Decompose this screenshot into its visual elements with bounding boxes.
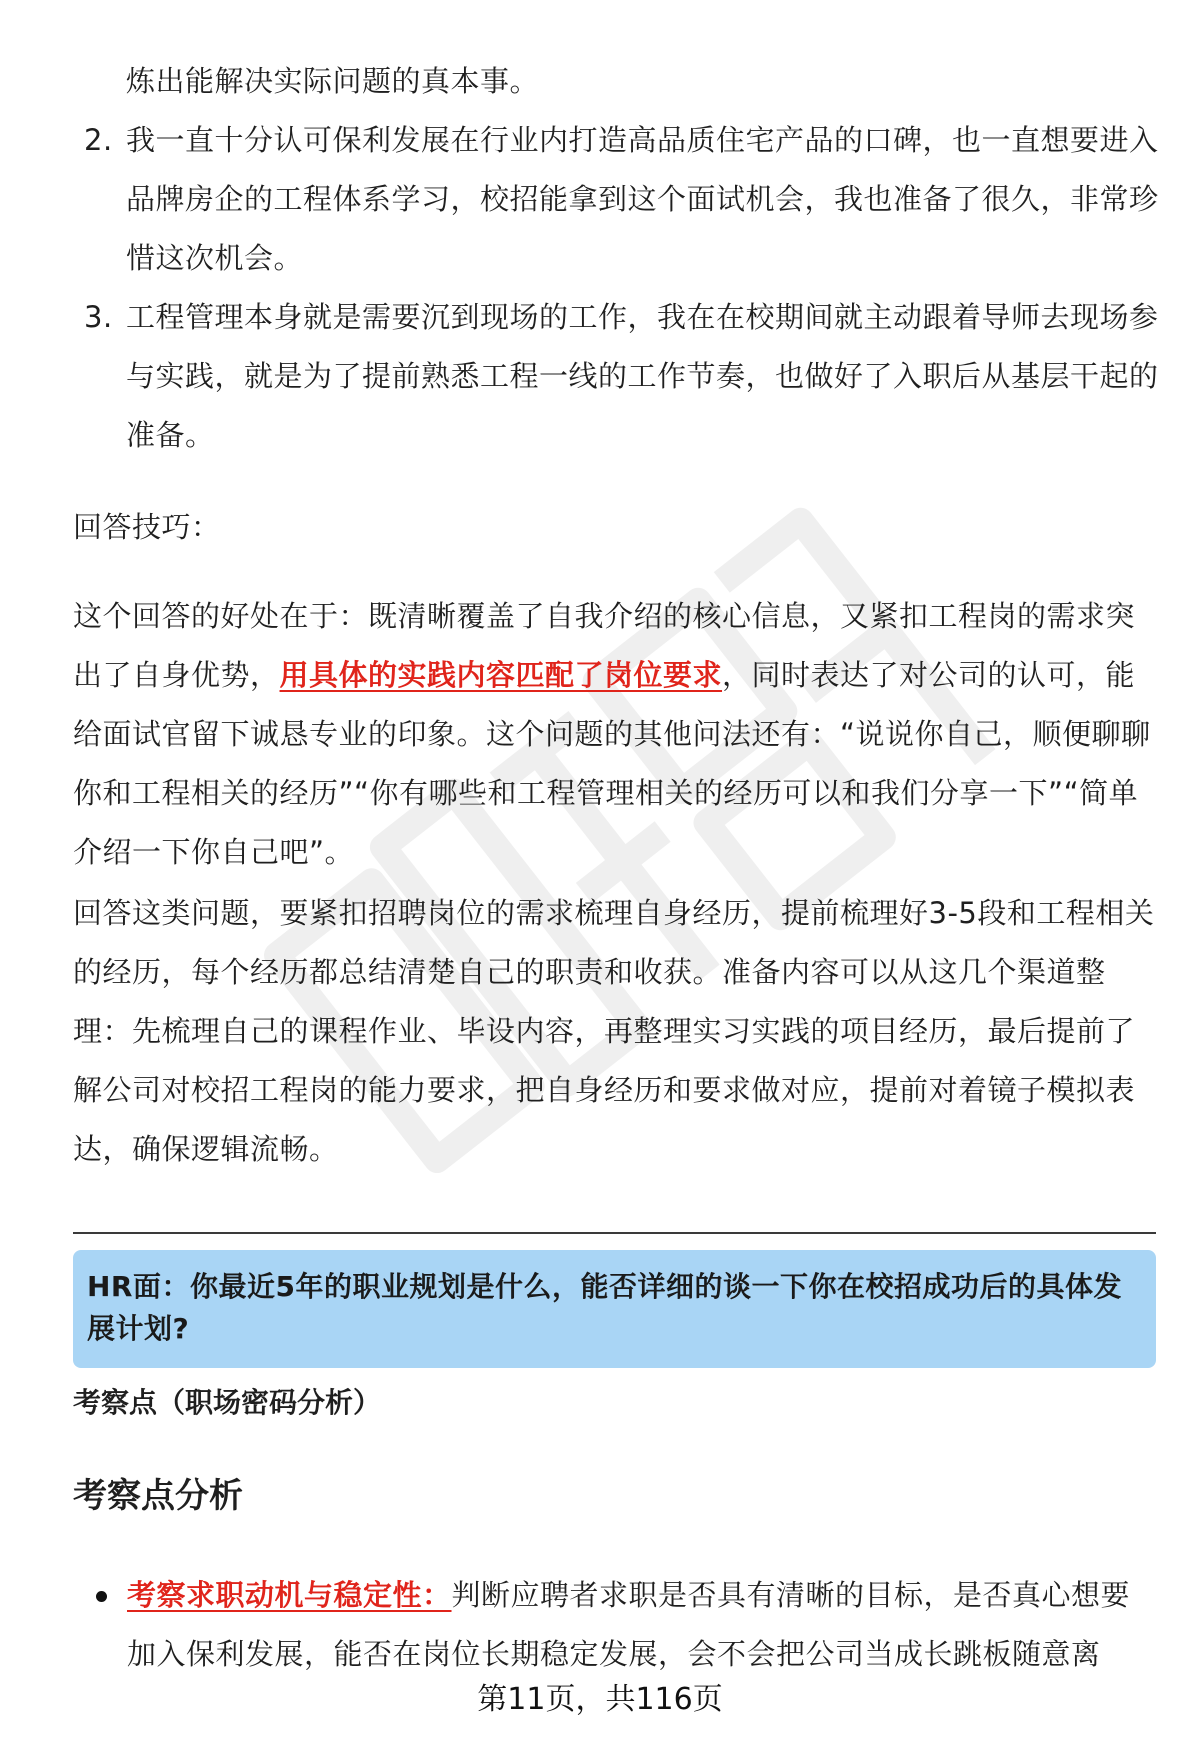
highlight-text: 用具体的实践内容匹配了岗位要求 — [279, 658, 723, 692]
hr-question: HR面：你最近5年的职业规划是什么，能否详细的谈一下你在校招成功后的具体发展计划? — [87, 1270, 1122, 1345]
page-number: 第11页，共116页 — [477, 1682, 723, 1717]
list-continuation: 炼出能解决实际问题的真本事。 — [126, 64, 540, 98]
list-item-text: 我一直十分认可保利发展在行业内打造高品质住宅产品的口碑，也一直想要进入品牌房企的工程体系学习，校招能拿到这个面试机会，我也准备了很久，非常珍惜这次机会。 — [126, 123, 1159, 275]
assessment-title: 考察点（职场密码分析） — [73, 1386, 382, 1419]
answer-tips-title: 回答技巧： — [73, 510, 221, 544]
list-item — [84, 288, 1164, 465]
list-item-text: 工程管理本身就是需要沉到现场的工作，我在在校期间就主动跟着导师去现场参与实践，就是为了提前熟悉工程一线的工作节奏，也做好了入职后从基层干起的准备。 — [126, 300, 1159, 452]
bullet-item — [96, 1566, 1156, 1684]
tips-text-after: ，同时表达了对公司的认可，能给面试官留下诚恳专业的印象。这个问题的其他问法还有：“说说你自己，顺便聊聊你和工程相关的经历”“你有哪些和工程管理相关的经历可以和我们分享一下”“简单介绍一下你自己吧”。 — [73, 658, 1151, 869]
hr-question-box — [73, 1250, 1156, 1368]
tips-paragraph — [73, 587, 1158, 882]
preparation-paragraph: 回答这类问题，要紧扣招聘岗位的需求梳理自身经历，提前梳理好3-5段和工程相关的经历，每个经历都总结清楚自己的职责和收获。准备内容可以从这几个渠道整理：先梳理自己的课程作业、毕设内容，再整理实习实践的项目经历，最后提前了解公司对校招工程岗的能力要求，把自身经历和要求做对应，提前对着镜子模拟表达，确保逻辑流畅。 — [73, 896, 1155, 1166]
numbered-list — [84, 111, 1164, 465]
list-item — [84, 111, 1164, 288]
bullet-highlight: 考察求职动机与稳定性： — [127, 1578, 452, 1612]
tips-text-before: 这个回答的好处在于：既清晰覆盖了自我介绍的核心信息，又紧扣工程岗的需求突出了自身优势， — [73, 599, 1136, 692]
assessment-heading: 考察点分析 — [73, 1476, 243, 1516]
list-number: 2. — [84, 123, 113, 157]
list-number: 3. — [84, 300, 113, 334]
section-divider — [73, 1232, 1156, 1234]
bullet-text — [127, 1566, 1156, 1684]
bullet-body: 判断应聘者求职是否具有清晰的目标，是否真心想要加入保利发展，能否在岗位长期稳定发展，会不会把公司当成长跳板随意离 — [127, 1578, 1131, 1671]
bullet-dot-icon — [96, 1591, 107, 1602]
